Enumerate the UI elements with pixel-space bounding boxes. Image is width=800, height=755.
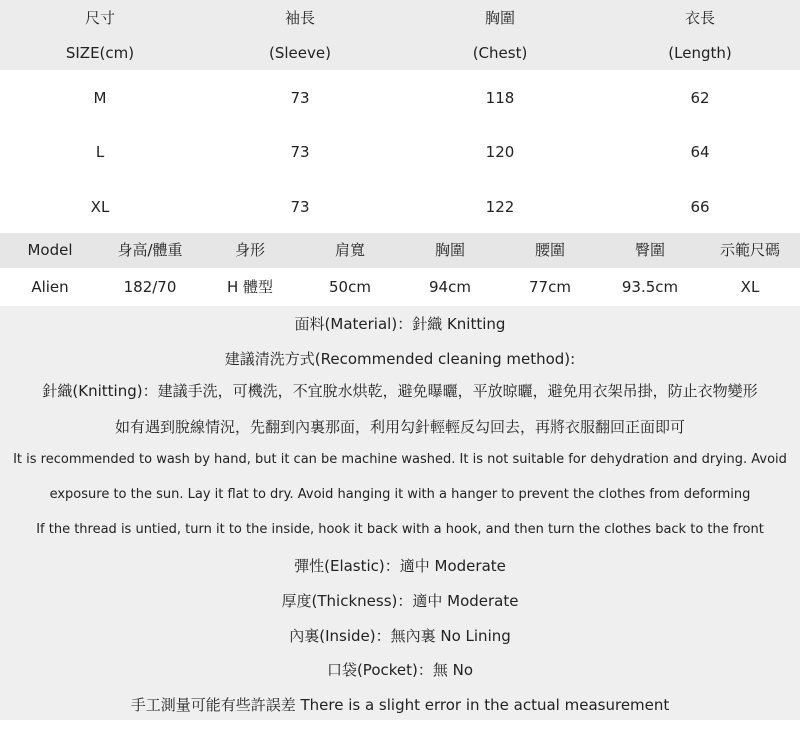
- shoulder-cell: 50cm: [329, 278, 371, 296]
- waist-cell: 77cm: [529, 278, 571, 296]
- cleaning-title: 建議清洗方式(Recommended cleaning method):: [224, 350, 576, 368]
- sleeve-header-en: (Sleeve): [269, 44, 331, 62]
- body-type-cell: H 體型: [226, 278, 274, 296]
- cleaning-zh-line-2: 如有遇到脫線情況，先翻到內裏那面，利用勾針輕輕反勾回去，再將衣服翻回正面即可: [114, 418, 685, 436]
- hip-header: 臀圍: [634, 241, 665, 259]
- demo-size-header: 示範尺碼: [719, 241, 780, 259]
- chest-cell: 122: [485, 198, 515, 216]
- body-type-header: 身形: [234, 241, 265, 259]
- sleeve-cell: 73: [290, 143, 310, 161]
- length-header-zh: 衣長: [684, 9, 715, 27]
- chest-cell: 120: [485, 143, 515, 161]
- length-cell: 66: [690, 198, 710, 216]
- size-table-header: [0, 0, 800, 70]
- thickness-line: 厚度(Thickness)：適中 Moderate: [281, 592, 519, 610]
- model-name-cell: Alien: [31, 278, 69, 296]
- model-table-row: [0, 268, 800, 306]
- cleaning-zh-line-1: 針織(Knitting)：建議手洗，可機洗，不宜脫水烘乾，避免曝曬，平放晾曬，避免用衣架吊掛，防止衣物變形: [42, 382, 758, 400]
- model-header: Model: [27, 241, 73, 259]
- material-line: 面料(Material)：針織 Knitting: [294, 315, 506, 333]
- inside-line: 內裏(Inside)：無內裏 No Lining: [289, 627, 511, 645]
- sleeve-header-zh: 袖長: [284, 9, 315, 27]
- cleaning-en-line-1: It is recommended to wash by hand, but it can be machine washed. It is not suitable for dehydration and drying. Avoid: [13, 452, 787, 467]
- size-header-en: SIZE(cm): [65, 44, 135, 62]
- chest-cell: 94cm: [429, 278, 471, 296]
- size-cell: L: [95, 143, 105, 161]
- size-table-body: [0, 70, 800, 233]
- chest-header-en: (Chest): [472, 44, 528, 62]
- length-header-en: (Length): [668, 44, 732, 62]
- chest-header-zh: 胸圍: [484, 9, 515, 27]
- hip-cell: 93.5cm: [621, 278, 679, 296]
- chest-cell: 118: [485, 89, 515, 107]
- height-weight-cell: 182/70: [123, 278, 177, 296]
- pocket-line: 口袋(Pocket)：無 No: [326, 661, 474, 679]
- size-header-zh: 尺寸: [84, 9, 115, 27]
- height-weight-header: 身高/體重: [117, 241, 183, 259]
- measurement-error-note: 手工測量可能有些許誤差 There is a slight error in the actual measurement: [130, 696, 670, 714]
- cleaning-en-line-2: exposure to the sun. Lay it flat to dry. Avoid hanging it with a hanger to prevent the clothes from deforming: [49, 487, 751, 502]
- elastic-line: 彈性(Elastic)：適中 Moderate: [294, 557, 506, 575]
- chest-header: 胸圍: [434, 241, 465, 259]
- length-cell: 62: [690, 89, 710, 107]
- sleeve-cell: 73: [290, 89, 310, 107]
- shoulder-header: 肩寬: [334, 241, 365, 259]
- waist-header: 腰圍: [534, 241, 565, 259]
- size-cell: XL: [90, 198, 110, 216]
- cleaning-en-line-3: If the thread is untied, turn it to the inside, hook it back with a hook, and then turn the clothes back to the front: [36, 522, 764, 537]
- demo-size-cell: XL: [740, 278, 760, 296]
- size-cell: M: [93, 89, 107, 107]
- product-info-section: [0, 306, 800, 720]
- length-cell: 64: [690, 143, 710, 161]
- model-table-header: [0, 233, 800, 268]
- sleeve-cell: 73: [290, 198, 310, 216]
